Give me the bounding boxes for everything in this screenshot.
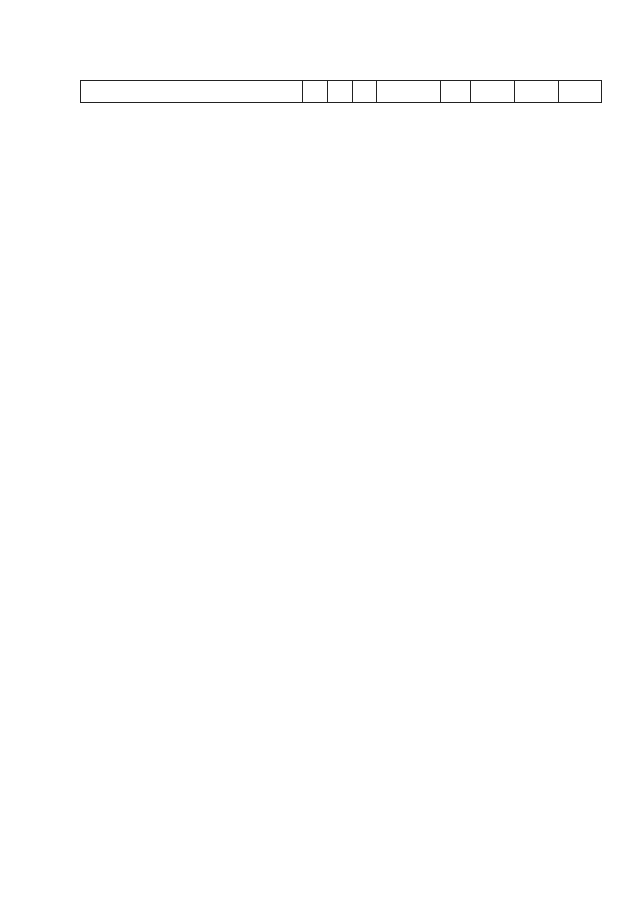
cell-subsection-code (353, 81, 377, 103)
cell-amount-1 (471, 81, 515, 103)
cell-admin-code (303, 81, 328, 103)
cell-target-article (377, 81, 441, 103)
cell-item-name (81, 81, 303, 103)
cell-expense-kind (441, 81, 471, 103)
budget-table (80, 80, 602, 103)
cell-amount-2 (515, 81, 559, 103)
cell-amount-3 (559, 81, 602, 103)
table-row (81, 81, 602, 103)
cell-section-code (328, 81, 353, 103)
